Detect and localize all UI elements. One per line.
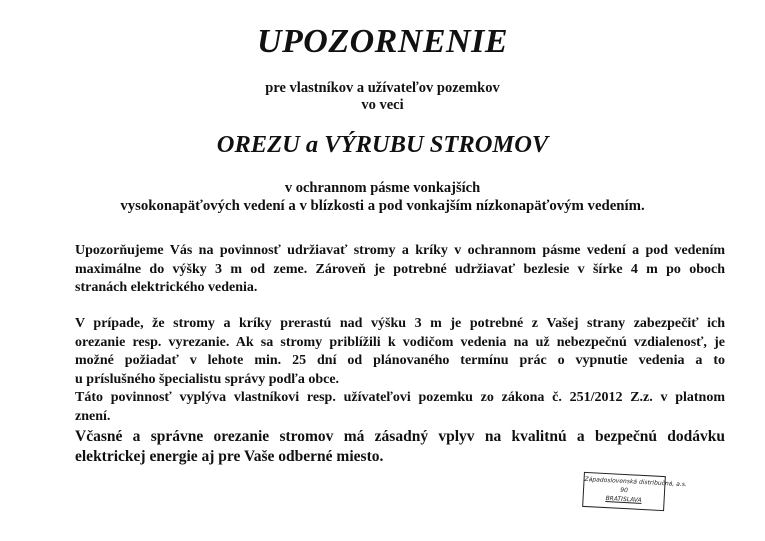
paragraph-line: stranách elektrického vedenia. (75, 280, 258, 296)
paragraph-closing (75, 427, 725, 466)
stamp-number: 90 (620, 486, 629, 495)
stamp-city: BRATISLAVA (605, 495, 642, 504)
main-subject-heading: OREZU a VÝRUBU STROMOV (216, 131, 549, 158)
paragraph-line: znení. (75, 408, 111, 424)
stamp-company: Západoslovenská distribučná, a.s. (584, 475, 687, 489)
subtitle-line-2: vo veci (361, 97, 404, 113)
paragraph-line: elektrickej energie aj pre Vaše odberné miesto. (75, 447, 384, 465)
subtitle-line-1: pre vlastníkov a užívateľov pozemkov (265, 80, 500, 96)
paragraph-obligation (75, 242, 725, 298)
paragraph-line: Táto povinnosť vyplýva vlastníkovi resp. užívateľovi pozemku zo zákona č. 251/2012 Z.z. v platnom (75, 390, 725, 405)
paragraph-line: orezanie resp. vyrezanie. Ak sa stromy priblížili k vodičom vedenia na už nebezpečnú vzdialenosť, je (75, 334, 725, 350)
paragraph-line: Včasné a správne orezanie stromov má zásadný vplyv na kvalitnú a bezpečnú dodávku (75, 428, 725, 445)
document-title: UPOZORNENIE (256, 23, 509, 60)
paragraph-line: maximálne do výšky 3 m od zeme. Zároveň je potrebné udržiavať bezlesie v šírke 4 m po oboch (75, 261, 725, 277)
paragraph-line: u príslušného špecialistu správy podľa obce. (75, 371, 340, 387)
paragraph-line: Upozorňujeme Vás na povinnosť udržiavať stromy a kríky v ochrannom pásme vedení a pod vedením (75, 243, 725, 258)
scope-line-1: v ochrannom pásme vonkajších (284, 180, 481, 196)
paragraph-legal-basis (75, 389, 725, 426)
paragraph-overgrowth (75, 315, 725, 389)
paragraph-line: možné požiadať v lehote min. 25 dní od plánovaného termínu prác o vypnutie vedenia a to (75, 353, 725, 369)
company-stamp (582, 472, 687, 511)
paragraph-line: V prípade, že stromy a kríky prerastú nad výšku 3 m je potrebné z Vašej strany zabezpečiť ich (75, 316, 725, 331)
scope-line-2: vysokonapäťových vedení a v blízkosti a pod vonkajším nízkonapäťovým vedením. (120, 198, 645, 214)
